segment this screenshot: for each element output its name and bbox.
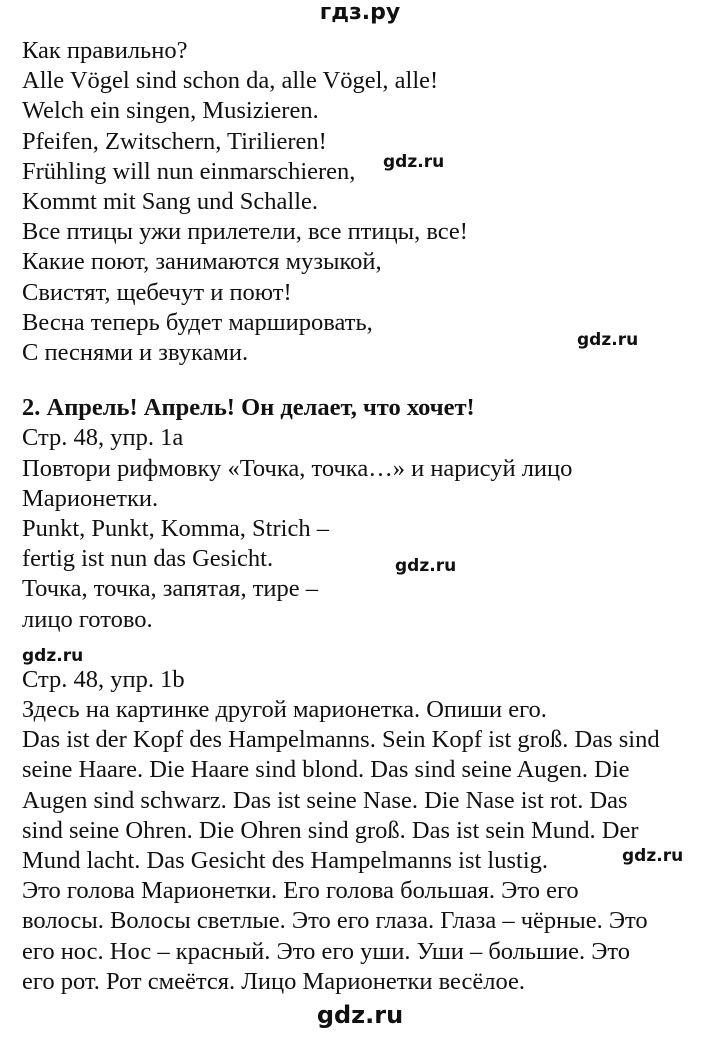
poem-line-ru: С песнями и звуками. <box>22 339 249 367</box>
watermark: gdz.ru <box>383 152 445 172</box>
answer-line-de: Mund lacht. Das Gesicht des Hampelmanns ist lustig. <box>22 847 548 875</box>
rhyme-line: fertig ist nun das Gesicht. <box>22 545 274 573</box>
exercise-task: Повтори рифмовку «Точка, точка…» и нарисуй лицо <box>22 454 573 482</box>
exercise-task: Марионетки. <box>22 484 159 512</box>
poem-question: Как правильно? <box>22 37 188 64</box>
watermark-row <box>22 635 712 665</box>
poem-line-ru: Какие поют, занимаются музыкой, <box>22 248 382 276</box>
watermark: gdz.ru <box>577 330 639 350</box>
answer-line-ru: волосы. Волосы светлые. Это его глаза. Глаза – чёрные. Это <box>22 907 648 935</box>
document-body <box>22 36 712 997</box>
exercise-ref: Стр. 48, упр. 1b <box>22 665 185 693</box>
poem-line-de: Welch ein singen, Musizieren. <box>22 97 319 125</box>
rhyme-line: Punkt, Punkt, Komma, Strich – <box>22 515 329 543</box>
rhyme-line: лицо готово. <box>22 605 153 633</box>
answer-line-ru: его рот. Рот смеётся. Лицо Марионетки весёлое. <box>22 967 526 995</box>
answer-line-de: Das ist der Kopf des Hampelmanns. Sein Kopf ist groß. Das sind <box>22 726 660 754</box>
answer-line-de: Augen sind schwarz. Das ist seine Nase. Die Nase ist rot. Das <box>22 786 628 814</box>
footer-watermark: gdz.ru <box>316 1001 404 1029</box>
poem-line-de: Frühling will nun einmarschieren, <box>22 157 356 185</box>
watermark: gdz.ru <box>395 556 457 576</box>
poem-line-de: Kommt mit Sang und Schalle. <box>22 188 319 216</box>
section-gap <box>22 368 712 393</box>
answer-line-de: sind seine Ohren. Die Ohren sind groß. Das ist sein Mund. Der <box>22 816 639 844</box>
section-heading: 2. Апрель! Апрель! Он делает, что хочет! <box>22 394 475 422</box>
poem-line-de: Alle Vögel sind schon da, alle Vögel, alle! <box>22 67 439 95</box>
header-watermark: гдз.ру <box>319 0 401 25</box>
exercise-task: Здесь на картинке другой марионетка. Опиши его. <box>22 696 547 724</box>
answer-line-de: seine Haare. Die Haare sind blond. Das sind seine Augen. Die <box>22 756 630 784</box>
answer-line-ru: его нос. Нос – красный. Это его уши. Уши – большие. Это <box>22 937 631 965</box>
poem-line-ru: Весна теперь будет маршировать, <box>22 308 373 336</box>
poem-line-de: Pfeifen, Zwitschern, Tirilieren! <box>22 127 327 155</box>
poem-line-ru: Свистят, щебечут и поют! <box>22 278 292 306</box>
answer-line-ru: Это голова Марионетки. Его голова большая. Это его <box>22 877 579 905</box>
exercise-ref: Стр. 48, упр. 1a <box>22 424 184 452</box>
rhyme-line: Точка, точка, запятая, тире – <box>22 575 319 603</box>
watermark: gdz.ru <box>622 846 684 866</box>
poem-line-ru: Все птицы ужи прилетели, все птицы, все! <box>22 218 468 246</box>
watermark: gdz.ru <box>22 645 84 666</box>
